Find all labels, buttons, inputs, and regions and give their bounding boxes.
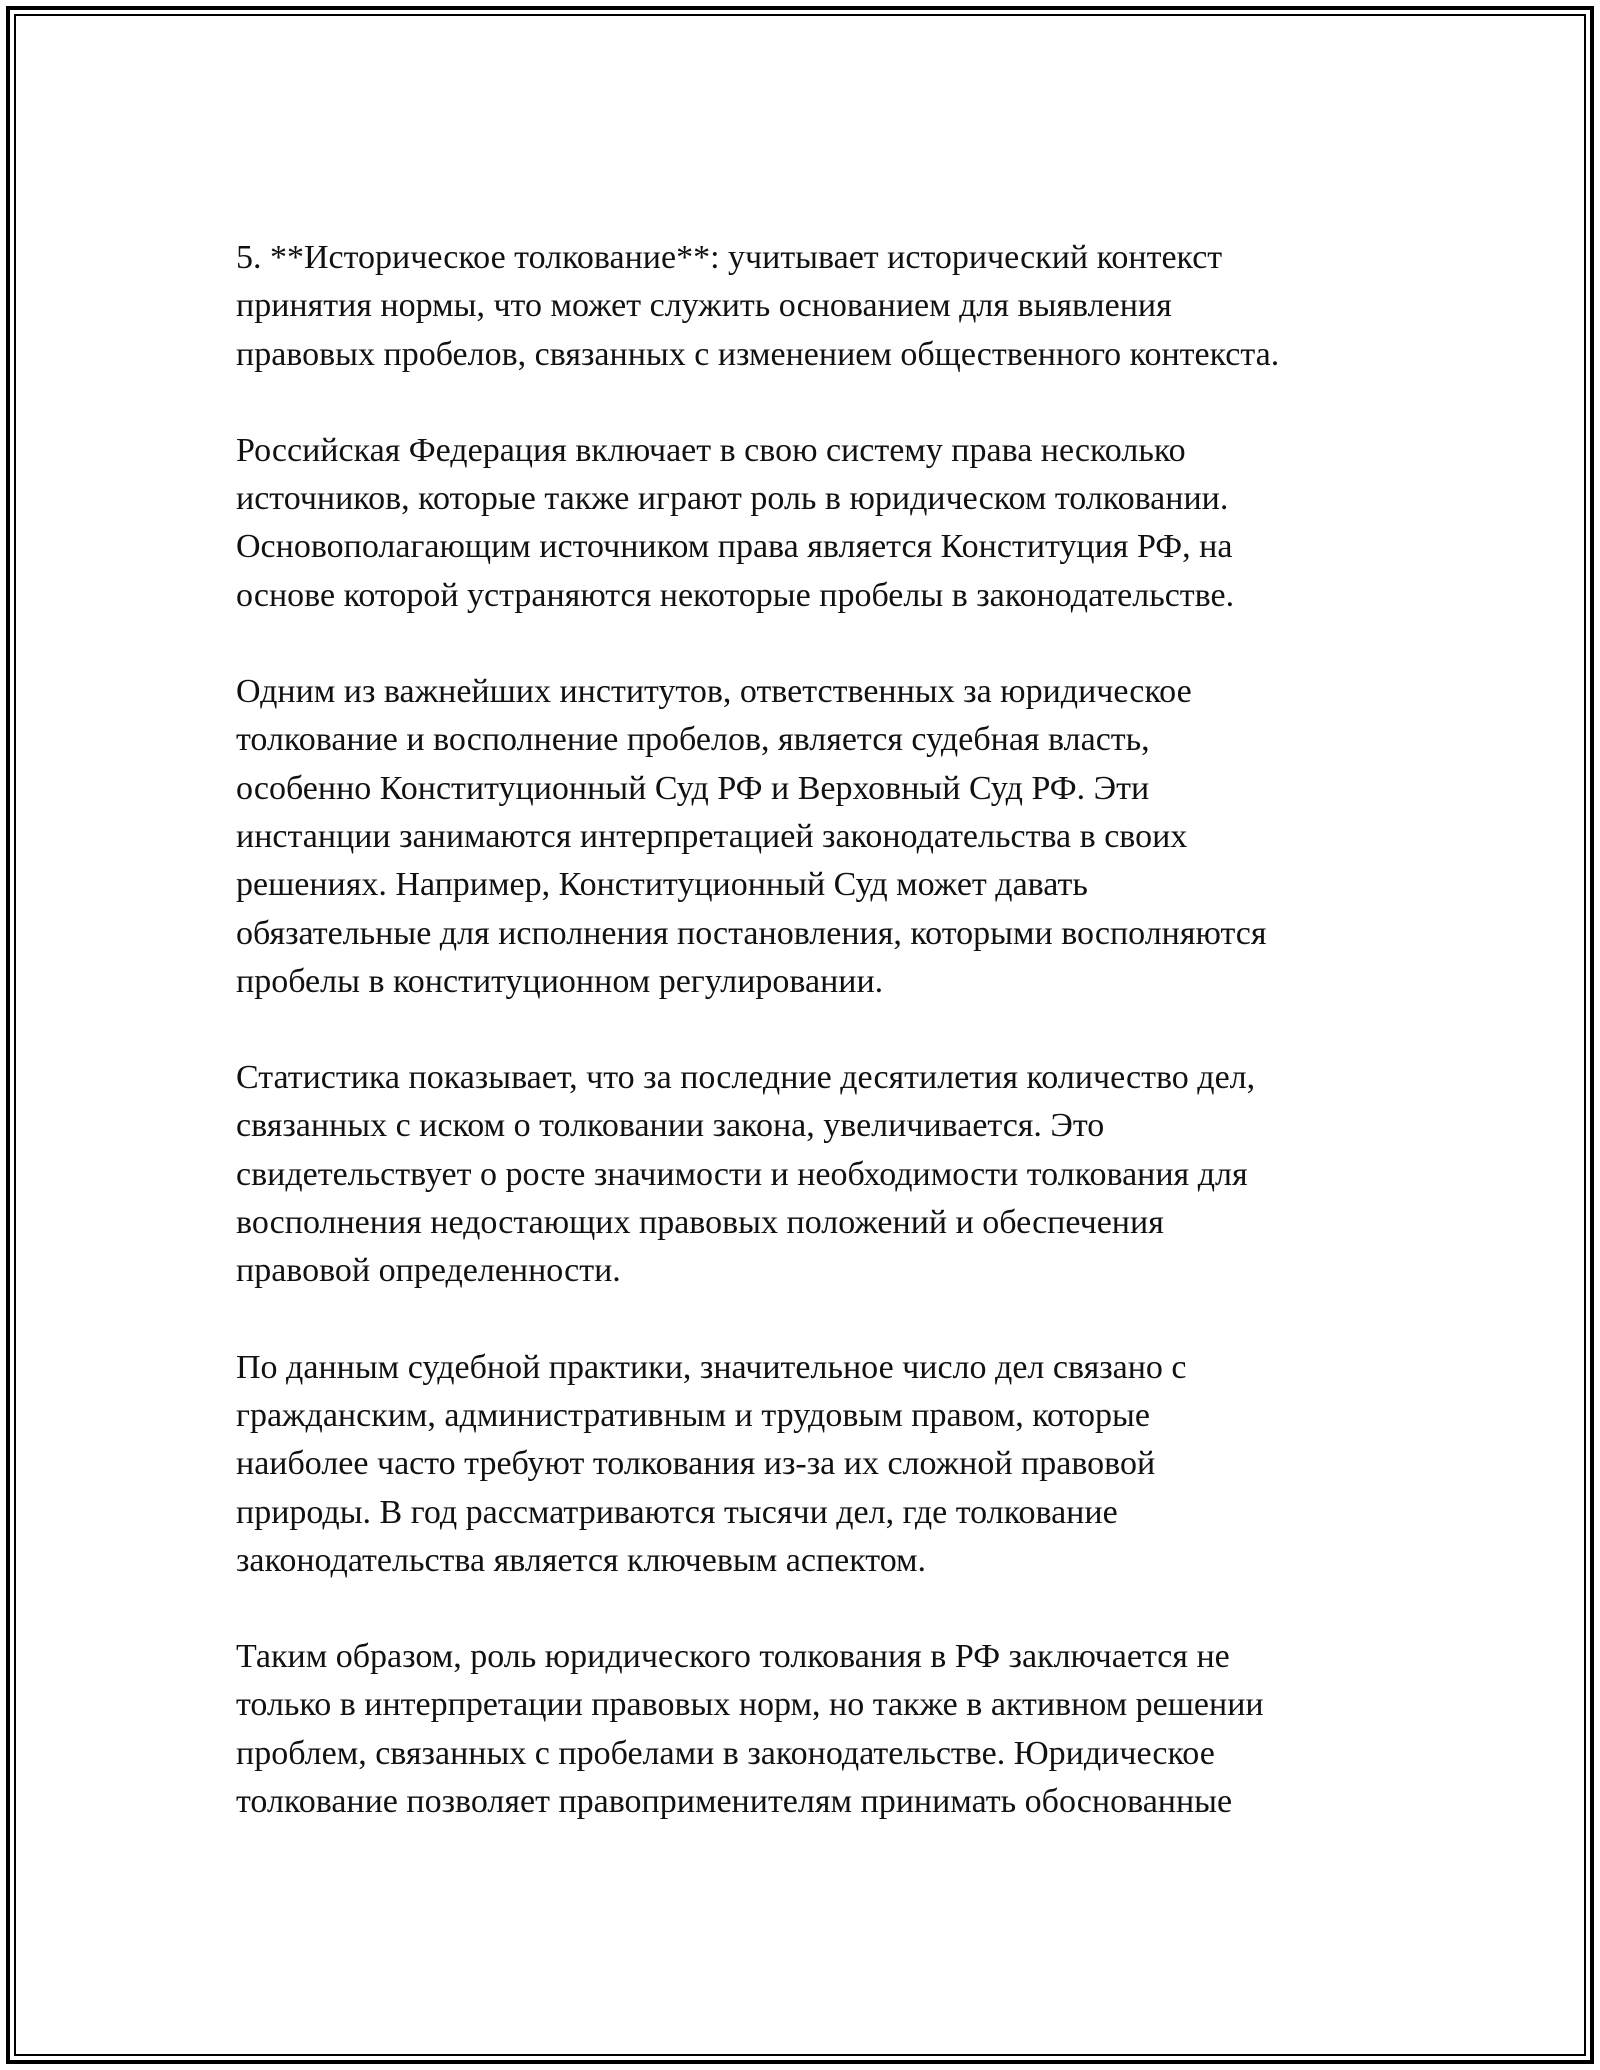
text-line: природы. В год рассматриваются тысячи дел, где толкование	[236, 1493, 1118, 1531]
text-line: пробелы в конституционном регулировании.	[236, 962, 884, 1000]
text-line: основе которой устраняются некоторые пробелы в законодательстве.	[236, 576, 1235, 614]
paragraph-statistics	[236, 1054, 1376, 1295]
text-line: Статистика показывает, что за последние десятилетия количество дел,	[236, 1059, 1256, 1097]
text-line: Одним из важнейших институтов, ответственных за юридическое	[236, 673, 1192, 711]
paragraph-conclusion	[236, 1633, 1376, 1826]
text-line: законодательства является ключевым аспектом.	[236, 1541, 927, 1579]
text-line: обязательные для исполнения постановления, которыми восполняются	[236, 914, 1267, 952]
text-line: свидетельствует о росте значимости и необходимости толкования для	[236, 1155, 1248, 1193]
text-line: только в интерпретации правовых норм, но также в активном решении	[236, 1686, 1264, 1724]
text-line: проблем, связанных с пробелами в законодательстве. Юридическое	[236, 1734, 1215, 1772]
text-line: источников, которые также играют роль в юридическом толковании.	[236, 480, 1229, 518]
paragraph-sources-of-law	[236, 427, 1376, 620]
text-line: правовой определенности.	[236, 1252, 621, 1290]
paragraph-court-practice	[236, 1344, 1376, 1585]
document-body	[236, 234, 1376, 1874]
text-line: решениях. Например, Конституционный Суд может давать	[236, 866, 1088, 904]
text-line: толкование позволяет правоприменителям принимать обоснованные	[236, 1783, 1233, 1821]
text-line: наиболее часто требуют толкования из-за их сложной правовой	[236, 1445, 1156, 1483]
paragraph-judicial-power	[236, 668, 1376, 1006]
text-line: Российская Федерация включает в свою систему права несколько	[236, 431, 1186, 469]
paragraph-historical-interpretation	[236, 234, 1376, 379]
text-line: восполнения недостающих правовых положений и обеспечения	[236, 1204, 1164, 1242]
text-line: инстанции занимаются интерпретацией законодательства в своих	[236, 817, 1188, 855]
text-line: 5. **Историческое толкование**: учитывает исторический контекст	[236, 239, 1223, 276]
text-line: правовых пробелов, связанных с изменением общественного контекста.	[236, 335, 1280, 373]
text-line: толкование и восполнение пробелов, является судебная власть,	[236, 721, 1150, 759]
text-line: Таким образом, роль юридического толкования в РФ заключается не	[236, 1638, 1230, 1676]
text-line: связанных с иском о толковании закона, увеличивается. Это	[236, 1107, 1105, 1145]
text-line: особенно Конституционный Суд РФ и Верховный Суд РФ. Эти	[236, 769, 1150, 807]
text-line: гражданским, административным и трудовым правом, которые	[236, 1396, 1150, 1434]
text-line: Основополагающим источником права является Конституция РФ, на	[236, 528, 1233, 566]
text-line: принятия нормы, что может служить основанием для выявления	[236, 287, 1172, 325]
text-line: По данным судебной практики, значительное число дел связано с	[236, 1348, 1187, 1386]
